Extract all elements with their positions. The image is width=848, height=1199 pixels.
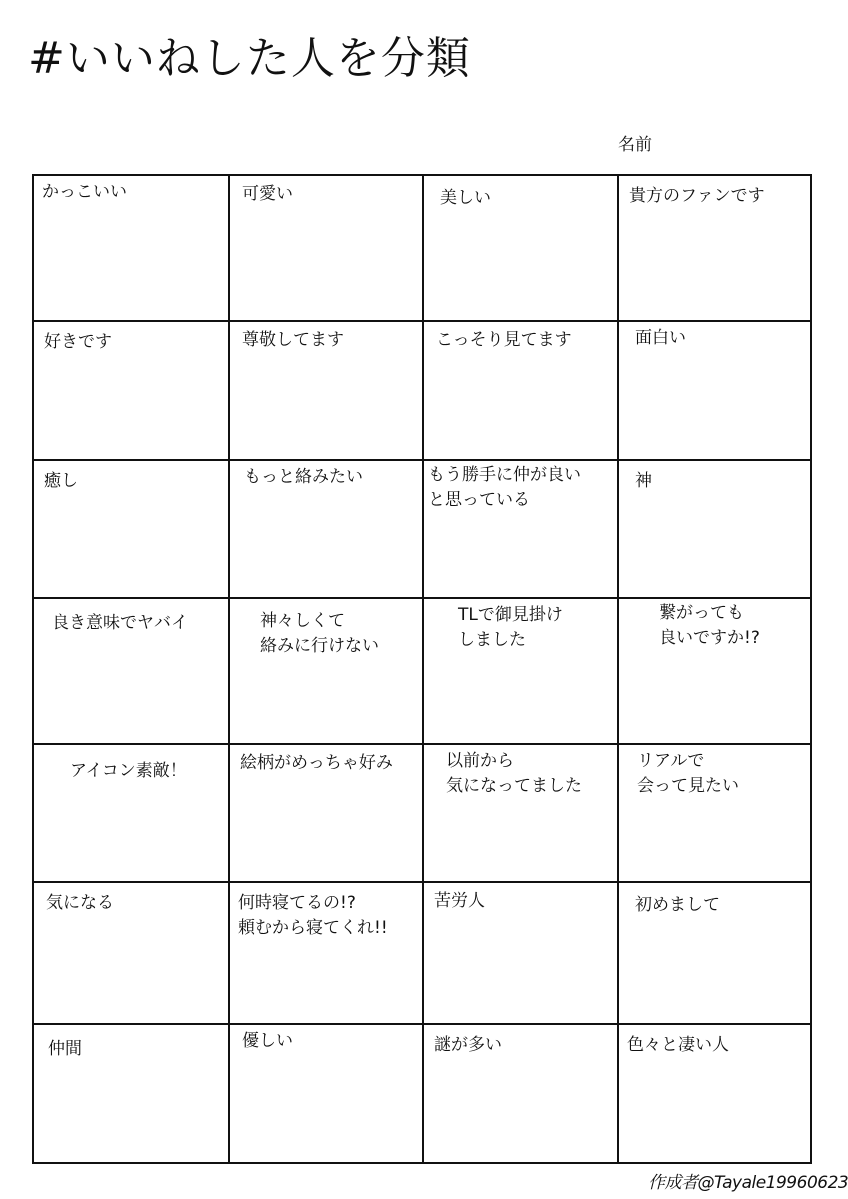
grid-cell: 美しい <box>424 176 619 322</box>
grid-cell: リアルで 会って見たい <box>619 745 810 883</box>
grid-cell: 謎が多い <box>424 1025 619 1162</box>
grid-cell: 初めまして <box>619 883 810 1025</box>
grid-cell: アイコン素敵！ <box>34 745 230 883</box>
grid-cell: もっと絡みたい <box>230 461 424 599</box>
author-credit: 作成者@Tayale19960623 <box>648 1173 848 1193</box>
grid-cell: 神 <box>619 461 810 599</box>
grid-cell: 仲間 <box>34 1025 230 1162</box>
grid-cell: 尊敬してます <box>230 322 424 461</box>
name-label: 名前 <box>618 135 652 155</box>
grid-cell: もう勝手に仲が良い と思っている <box>424 461 619 599</box>
grid-cell: 可愛い <box>230 176 424 322</box>
page-title: #いいねした人を分類 <box>28 33 471 84</box>
grid-cell: 繋がっても 良いですか!? <box>619 599 810 745</box>
grid-cell: 苦労人 <box>424 883 619 1025</box>
grid-cell: 気になる <box>34 883 230 1025</box>
grid-cell: 優しい <box>230 1025 424 1162</box>
grid-cell: 以前から 気になってました <box>424 745 619 883</box>
grid-cell: こっそり見てます <box>424 322 619 461</box>
grid-cell: 貴方のファンです <box>619 176 810 322</box>
classification-grid <box>32 174 812 1164</box>
grid-cell: 色々と凄い人 <box>627 1035 729 1055</box>
grid-cell: 絵柄がめっちゃ好み <box>230 745 424 883</box>
grid-cell: 良き意味でヤバイ <box>34 599 230 745</box>
grid-cell: 好きです <box>34 322 230 461</box>
grid-cell: 何時寝てるの!? 頼むから寝てくれ!! <box>230 883 424 1025</box>
grid-cell: かっこいい <box>34 176 230 322</box>
grid-cell: TLで御見掛け しました <box>424 599 619 745</box>
grid-cell: 面白い <box>619 322 810 461</box>
grid-cell: 神々しくて 絡みに行けない <box>230 599 424 745</box>
grid-cell: 癒し <box>34 461 230 599</box>
